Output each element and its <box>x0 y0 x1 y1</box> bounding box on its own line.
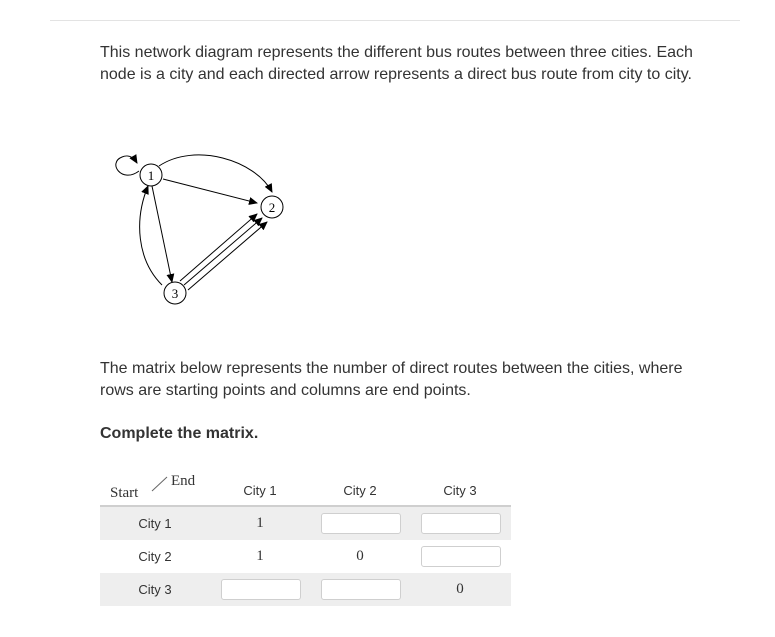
matrix-row-city-3 <box>100 573 511 606</box>
answer-input-city3-city1[interactable] <box>221 579 301 600</box>
answer-input-city2-city3[interactable] <box>421 546 501 567</box>
cell-city3-city3 <box>410 573 510 606</box>
cell-city2-city1 <box>210 540 310 573</box>
edge-3-to-2-a <box>180 214 257 281</box>
cell-city1-city1 <box>210 507 310 540</box>
corner-end-label: End <box>171 473 196 489</box>
answer-input-city1-city2[interactable] <box>321 513 401 534</box>
cell-city2-city3 <box>410 540 510 573</box>
intro-text: This network diagram represents the different bus routes between three cities. Each node is a city and each directed arrow represents a direct bus route from city to city. <box>100 44 693 83</box>
column-header-city-2: City 2 <box>343 483 377 498</box>
matrix-corner <box>100 465 210 505</box>
row-header-city-2: City 2 <box>138 549 172 564</box>
node-3 <box>164 282 186 304</box>
cell-value: 0 <box>456 581 464 597</box>
row-header-city-1: City 1 <box>138 516 172 531</box>
row-header-city-3: City 3 <box>138 582 172 597</box>
edge-1-to-2-arc <box>159 155 272 192</box>
cell-city1-city2 <box>310 507 410 540</box>
instruction-heading: Complete the matrix. <box>100 425 259 442</box>
cell-city3-city1 <box>210 573 310 606</box>
matrix-row-city-2 <box>100 540 511 573</box>
edge-3-to-1 <box>140 186 162 285</box>
node-2-label: 2 <box>268 200 276 215</box>
node-3-label: 3 <box>171 286 179 301</box>
node-1-label: 1 <box>147 168 155 183</box>
cell-value: 1 <box>256 515 264 531</box>
cell-city2-city2 <box>310 540 410 573</box>
edge-1-to-1 <box>116 156 139 175</box>
edge-1-to-3 <box>152 186 172 282</box>
cell-city1-city3 <box>410 507 510 540</box>
answer-input-city1-city3[interactable] <box>421 513 501 534</box>
edge-3-to-2-b <box>184 218 262 285</box>
node-1 <box>140 164 162 186</box>
matrix-description: The matrix below represents the number of direct routes between the cities, where rows are starting points and columns are end points. <box>100 360 683 399</box>
column-header-city-3: City 3 <box>443 483 477 498</box>
edge-3-to-2-c <box>188 222 267 290</box>
divider <box>50 20 740 21</box>
cell-city3-city2 <box>310 573 410 606</box>
answer-input-city3-city2[interactable] <box>321 579 401 600</box>
cell-value: 1 <box>256 548 264 564</box>
column-header-city-1: City 1 <box>243 483 277 498</box>
network-diagram <box>100 140 300 315</box>
cell-value: 0 <box>356 548 364 564</box>
matrix-row-city-1 <box>100 505 511 540</box>
edge-1-to-2 <box>163 179 257 203</box>
corner-start-label: Start <box>110 485 139 501</box>
node-2 <box>261 196 283 218</box>
